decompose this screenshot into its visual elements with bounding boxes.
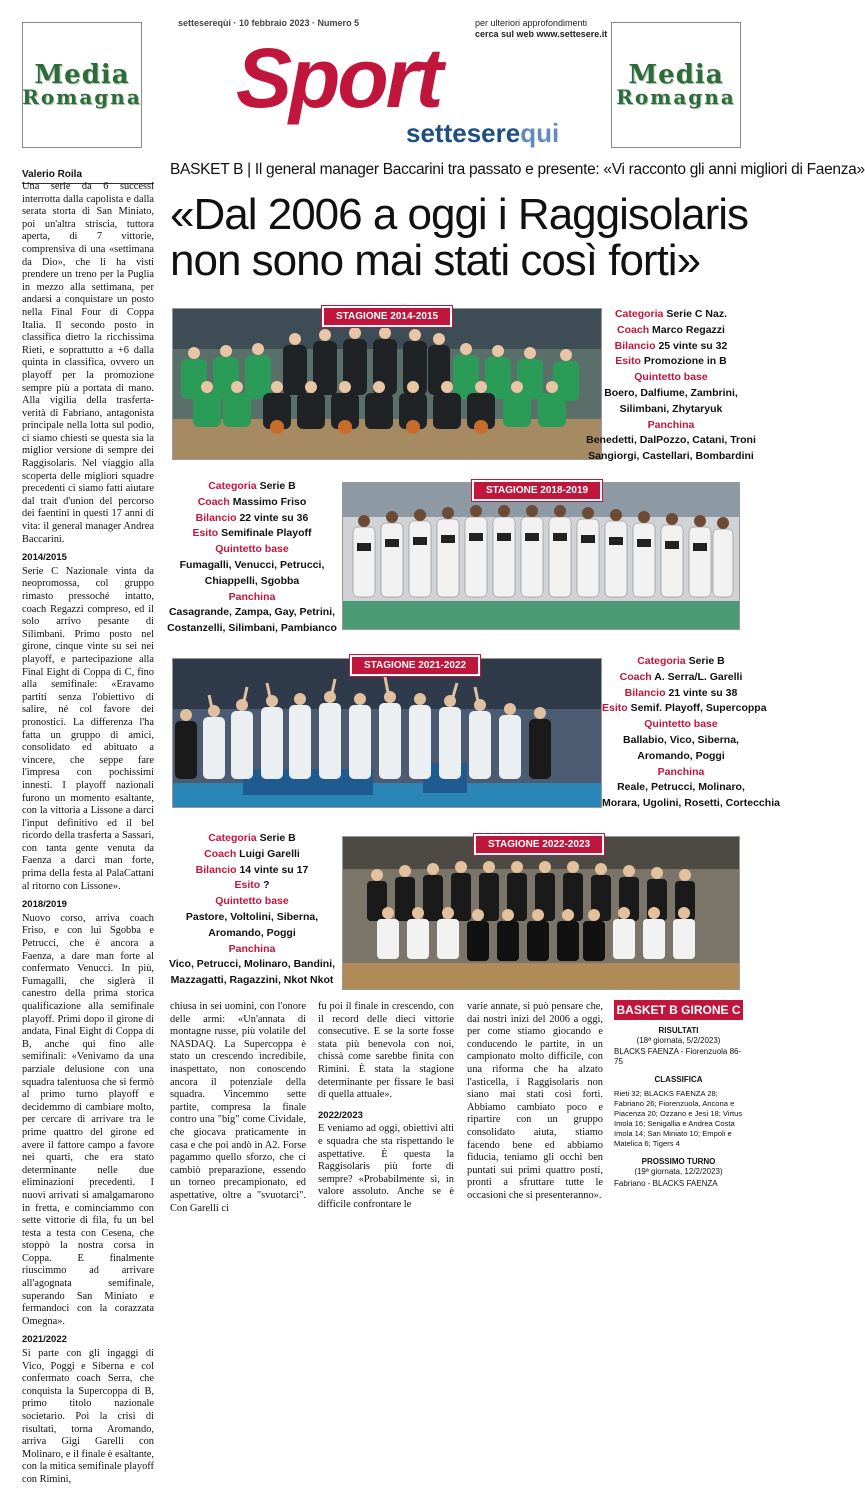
season-info-2018 [166, 479, 338, 637]
esito-value: Semif. Playoff, Supercoppa [630, 702, 767, 715]
quintetto-line-1: Boero, Dalfiume, Zambrini, [604, 386, 738, 399]
season-info-2014 [586, 307, 756, 465]
media-romagna-logo-left [22, 22, 142, 148]
categoria-value: Serie C Naz. [666, 308, 728, 320]
label-quintetto: Quintetto base [634, 371, 708, 384]
coach-value: A. Serra/L. Garelli [654, 670, 743, 683]
label-categoria: Categoria [637, 655, 686, 667]
panchina-line-1: Reale, Petrucci, Molinaro, [617, 781, 745, 794]
team-photo-2022-image [343, 837, 739, 989]
esito-value: ? [263, 879, 270, 892]
team-photo-2018 [342, 482, 740, 630]
label-bilancio: Bilancio [195, 863, 237, 876]
quintetto-line-1: Ballabio, Vico, Siberna, [623, 733, 739, 746]
label-panchina: Panchina [228, 590, 276, 603]
next-match: Fabriano - BLACKS FAENZA [614, 1179, 718, 1188]
bottom-column-3 [467, 1001, 603, 1203]
standings-title: BASKET B GIRONE C [614, 1000, 743, 1020]
label-esito: Esito [602, 702, 628, 715]
coach-value: Marco Regazzi [652, 323, 725, 336]
issue-info: settesereqùi · 10 febbraio 2023 · Numero 5 [178, 18, 360, 28]
kicker: BASKET B | Il general manager Baccarini tra passato e presente: «Vi racconto gli anni migliori di Faenza» [170, 161, 865, 178]
headline-line-2: non sono mai stati così forti» [170, 236, 701, 285]
categoria-value: Serie B [259, 832, 296, 844]
section-heading-2018: 2018/2019 [22, 899, 67, 911]
label-panchina: Panchina [228, 942, 276, 955]
logo-text: Romagna [616, 85, 736, 109]
panchina-line-2: Mazzagatti, Ragazzini, Nkot Nkot [170, 974, 334, 987]
bottom-column-1 [170, 1001, 306, 1215]
season-badge-2014: STAGIONE 2014-2015 [322, 306, 452, 327]
label-categoria: Categoria [208, 480, 257, 492]
bottom-paragraph-2b: E veniamo ad oggi, obiettivi alti e squadra che sta rispettando le aspettative. È questa la Raggisolaris più forte di sempre? «Probabilmente sì, in valore assoluto. Anche se è difficile confrontare le [318, 1123, 454, 1210]
intro-paragraph: Una serie da 6 successi interrotta dalla capolista e dalla serata storta di San Miniato, poi un'altra striscia, tuttora aperta, di 7 vittorie, comprensiva di una «settimana da Dio», che li ha visti prendere un treno per la Puglia in mezzo alla settimana, per andarsi a conquistare un posto nella Final Four di Coppa Italia. Il secondo posto in classifica dietro la ricchissima Rieti, e soprattutto a +6 dalla quinta in classifica, ovvero un playoff per la promozione sempre più a portata di mano. Alla vigilia della trasferta-verità di Fabriano, antagonista principale nella lotta sul podio, ci siamo chiesti se questa sia la miglior versione di sempre dei Raggisolaris. Nel viaggio alla scoperta delle migliori squadre precedenti ci siamo fatti aiutare dal trait d'union del percorso dei faentini in questi 17 anni di vita: il general manager Andrea Baccarini. [22, 181, 154, 545]
label-bilancio: Bilancio [614, 339, 656, 352]
standings-box [614, 1000, 743, 1189]
result-line: BLACKS FAENZA - Fiorenzuola 86-75 [614, 1047, 742, 1066]
standings-heading: CLASSIFICA [654, 1075, 703, 1084]
more-info-line-2: cerca sul web www.settesere.it [475, 29, 608, 39]
quintetto-line-1: Pastore, Voltolini, Siberna, [185, 910, 319, 923]
label-categoria: Categoria [614, 308, 664, 320]
categoria-value: Serie B [259, 480, 296, 492]
section-title: Sport [236, 31, 441, 125]
next-round-subheading: (19ª giornata, 12/2/2023) [634, 1167, 723, 1176]
team-photo-2018-image [343, 483, 739, 629]
results-subheading: (18ª giornata, 5/2/2023) [636, 1036, 721, 1045]
team-photo-2021 [172, 658, 602, 808]
label-coach: Coach [617, 323, 650, 336]
label-panchina: Panchina [647, 418, 695, 431]
label-quintetto: Quintetto base [215, 895, 289, 908]
logo-text: Media [628, 60, 724, 90]
label-coach: Coach [197, 495, 230, 508]
team-photo-2021-image [173, 659, 601, 807]
logo-text: Media [34, 60, 130, 90]
coach-value: Luigi Garelli [239, 847, 300, 860]
panchina-line-2: Sangiorgi, Castellari, Bombardini [588, 450, 754, 463]
team-photo-2022 [342, 836, 740, 990]
left-column [22, 181, 154, 1493]
paragraph-2018: Nuovo corso, arriva coach Friso, e con lui Sgobba e Petrucci, che è ancora a Faenza, a dare man forte al confermato Venucci. In più, Fumagalli, che siglerà il canestro della prima storica qualificazione alla semifinale playoff. Primi dopo il girone di andata, Final Eight di Coppa di B, anche qui fino alle semifinali: «Venivamo da una parziale delusione con una squadra talentuosa che si fermò al primo turno playoff e decidemmo di cambiare molto, per cercare di arrivare tra le prime quattro del girone ed avere il fattore campo a favore nei quarti, che era stato determinante nelle due eliminazioni precedenti. I nuovi arrivati si amalgamarono in fretta, e cominciammo con sette vittorie di fila, fu un bel testa a testa con Cesena, che stoppò la nostra corsa in Coppa. E finalmente riuscimmo ad arrivare all'agognata semifinale, superando San Miniato e fermandoci con la corazzata Omegna». [22, 912, 154, 1327]
section-heading-2022: 2022/2023 [318, 1109, 363, 1121]
standings-text: Rieti 32; BLACKS FAENZA 28; Fabriano 26; Fiorenzuola, Ancona e Piacenza 20; Ozzano e Jesi 18; Virtus Imola 16; Senigallia e Andrea Costa Imola 14; San Miniato 10; Empoli e Matelica 6; Tigers 4 [614, 1089, 743, 1148]
label-panchina: Panchina [657, 765, 705, 778]
bottom-paragraph-2a: fu poi il finale in crescendo, con il record delle dieci vittorie consecutive. E se la sorte fosse stata più benevola con noi, chissà come sarebbe finita con Rimini. È stata la stagione determinante per fissare le basi di quella attuale». [318, 1001, 454, 1101]
label-bilancio: Bilancio [195, 511, 237, 524]
results-heading: RISULTATI [658, 1026, 699, 1035]
author: Valerio Roila [22, 169, 83, 180]
label-categoria: Categoria [208, 832, 257, 844]
label-coach: Coach [619, 670, 652, 683]
headline [170, 192, 750, 284]
panchina-line-1: Casagrande, Zampa, Gay, Petrini, [168, 606, 336, 619]
paragraph-2014: Serie C Nazionale vinta da neopromossa, col gruppo rimasto pressoché intatto, coach Regazzi compreso, ed il solo arrivo pesante di Silimbani. Primo posto nel girone, cinque vinte su sei nei playoff, e partecipazione alla Final Eight di Coppa di C, fino alla semifinale: «Eravamo partiti senza l'obiettivo di salire, né col favore dei pronostici. La differenza l'ha fatta un gruppo di amici, consolidato ed abituato a vincere, che seppe fare l'impresa con pochissimi innesti. I playoff nazionali furono un momento esaltante, con la vittoria a Lissone a darci l'input definitivo ed il bel ricordo della trasferta a Sassari, con tanta gente venuta da Faenza a darci man forte, prima della festa al PalaCattani al ritorno con Lissone». [22, 565, 154, 892]
quintetto-line-1: Fumagalli, Venucci, Petrucci, [179, 558, 325, 571]
next-round-heading: PROSSIMO TURNO [641, 1157, 716, 1166]
categoria-value: Serie B [688, 655, 725, 667]
season-badge-2018: STAGIONE 2018-2019 [472, 480, 602, 501]
quintetto-line-2: Silimbani, Zhytaryuk [619, 402, 723, 415]
panchina-line-2: Morara, Ugolini, Rosetti, Cortecchia [602, 797, 780, 810]
season-badge-2021: STAGIONE 2021-2022 [350, 655, 480, 676]
bilancio-value: 14 vinte su 17 [239, 863, 309, 876]
season-badge-2022: STAGIONE 2022-2023 [474, 834, 604, 855]
bottom-paragraph-1: chiusa in sei uomini, con l'onore delle armi: «Un'annata di montagne russe, più volatile del NASDAQ. La Supercoppa è stato un crescendo incredibile, inaspettato, non conoscendo ancora il potenziale della squadra. Vincemmo sette partite, compresa la finale contro una "big" come Cividale, che giocava praticamente in casa e che poi andò in A2. Forse pagammo quello sforzo, che ci cambiò preparazione, essendo un torneo precampionato, ed aspettative, oltre a "svuotarci". Con Garelli ci [170, 1001, 306, 1214]
paragraph-2021: Si parte con gli ingaggi di Vico, Poggi e Siberna e col confermato coach Serra, che conquista la Supercoppa di B, primo titolo nazionale societario. Poi la crisi di risultati, torna Aromando, arriva Gigi Garelli con Molinaro, e il finale è esaltante, con la mitica semifinale playoff con Rimini, [22, 1348, 154, 1485]
season-info-2021 [602, 654, 780, 812]
esito-value: Promozione in B [643, 355, 727, 368]
label-esito: Esito [615, 355, 641, 368]
headline-line-1: «Dal 2006 a oggi i Raggisolaris [170, 190, 749, 239]
label-quintetto: Quintetto base [644, 718, 718, 731]
quintetto-line-2: Aromando, Poggi [637, 749, 725, 762]
label-coach: Coach [204, 847, 237, 860]
season-info-2022 [166, 831, 338, 989]
label-bilancio: Bilancio [624, 686, 666, 699]
label-esito: Esito [234, 879, 261, 892]
brand-part-a: settesere [406, 118, 521, 148]
label-esito: Esito [192, 527, 219, 540]
brand-name [406, 120, 559, 146]
panchina-line-1: Benedetti, DalPozzo, Catani, Troni [586, 434, 756, 447]
logo-text: Romagna [22, 85, 142, 109]
more-info-line-1: per ulteriori approfondimenti [475, 18, 588, 28]
quintetto-line-2: Aromando, Poggi [208, 926, 296, 939]
quintetto-line-2: Chiappelli, Sgobba [204, 574, 300, 587]
section-heading-2014: 2014/2015 [22, 552, 67, 564]
team-photo-2014 [172, 308, 602, 460]
bottom-column-2 [318, 1001, 454, 1212]
bilancio-value: 21 vinte su 38 [668, 686, 738, 699]
coach-value: Massimo Friso [232, 495, 307, 508]
bilancio-value: 25 vinte su 32 [658, 339, 728, 352]
brand-part-b: qui [520, 118, 560, 148]
bilancio-value: 22 vinte su 36 [239, 511, 309, 524]
esito-value: Semifinale Playoff [221, 527, 312, 540]
label-quintetto: Quintetto base [215, 543, 289, 556]
team-photo-2014-image [173, 309, 601, 459]
section-heading-2021: 2021/2022 [22, 1334, 67, 1346]
panchina-line-2: Costanzelli, Silimbani, Pambianco [167, 622, 337, 635]
media-romagna-logo-right [611, 22, 741, 148]
bottom-paragraph-3: varie annate, si può pensare che, dai nostri inizi del 2006 a oggi, per come stiamo giocando e conducendo le partite, in un campionato molto difficile, con una riforma che ha alzato l'asticella, i Raggisolaris non siano mai stati così forti. Abbiamo cambiato poco e ripartire con un gruppo consolidato aiuta, stiamo facendo bene ed abbiamo fiducia, teniamo gli occhi ben puntati sui primi quattro posti, pronti a sfruttare tutte le occasioni che si presenteranno». [467, 1001, 603, 1201]
panchina-line-1: Vico, Petrucci, Molinaro, Bandini, [168, 958, 336, 971]
